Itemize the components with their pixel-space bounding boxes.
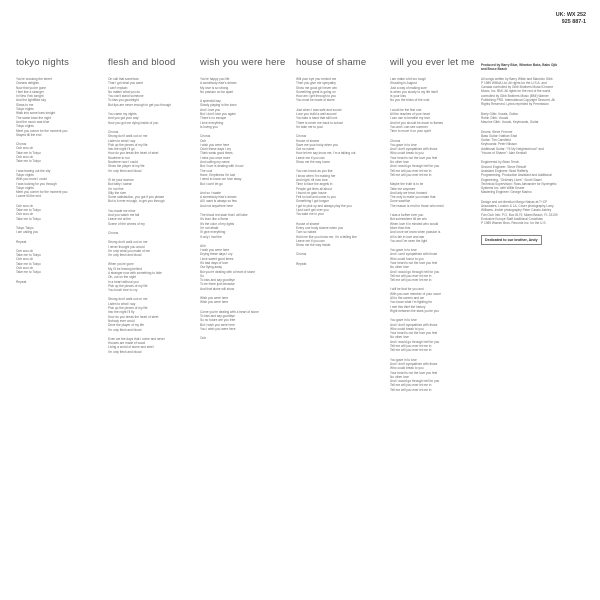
lyric-stanza: Chorus You gave in to love And I don't sympathize with those Who could break to you Your heart is not the love you feel No other love And I would go through hell for you Tell me will you ever let me in Tell me will you ever let me in xyxy=(390,138,440,177)
lyric-stanza: Strong don't walk out on me Listen to what I say Pick up the pieces of my life Into the night I'll fly How do you break the heart of steel Nobody ever could Drive the player of my life I'm only flesh and blood xyxy=(108,297,159,332)
lyric-stanza: I was tearing out the city Tokyo nights With you more I could I was looking for you through Tokyo nights Meet you corner for the moment you I came till the end xyxy=(16,168,68,199)
song-column xyxy=(200,57,286,345)
lyric-stanza: Even we the days that I come and never Houses are made of wood Living a world of stone and steel I'm only flesh and blood xyxy=(108,336,165,354)
lyric-stanza: Ooh xyxy=(200,336,207,341)
lyric-stanza: You made me mine And you watch me fall Leave me at the Scene of the crimes of my xyxy=(108,208,145,226)
lyric-stanza: Maybe the truth is to be Take me anymore And lady we treat, forward The only to make you make that Done sacrifice The reason is end for those who need xyxy=(390,182,444,208)
lyric-stanza: Tokyo Tokyo I am calling you xyxy=(16,225,39,235)
song-column xyxy=(296,57,382,271)
lyric-stanza: Repeat xyxy=(296,261,307,266)
lyric-stanza: Chorus Ooh woo oh Take me to Tokyo Ooh woo oh Take me to Tokyo xyxy=(16,142,41,164)
lyric-stanza: Repeat xyxy=(16,279,27,284)
lyric-stanza: And so I waste A somebody else's dream All I want is always so few And not anywhere here xyxy=(200,190,237,208)
lyric-stanza: Just when I was safe and sound Love you build a wall around You take a hand that still love There is never me back to school I'm take me to pool xyxy=(296,107,343,129)
lyric-stanza: Repeat xyxy=(16,239,27,244)
credit-block: Drums: Steve Ferrone Bass Guitar: Nathan East Guitar: Tim Cansfield Keyboards: Peter Nilsson Additional Guitar: "I'll My Neighborhood" and "House of Shame": Alan Kendall xyxy=(481,129,544,156)
lyric-stanza: Chorus xyxy=(296,252,307,257)
credits-column xyxy=(481,63,587,245)
credit-block: Engineered by Brian Tench Second Engineer: Steve Rinkoff Assistant Engineer: Brad Rafferty Programming, Production Assistant and Additional Engineering, "Ordinary Lives": Scott Glasel Technical Supervision: Ross Alexander for Synergetic Systems Inc. with Willie Keane Mastering Engineer: George Marino xyxy=(481,160,557,195)
lyric-stanza: I was a further ever you But somewhere till we win When love it in minded who would More than this And once we know when passion is All is fair in love and war You and I've seen the light xyxy=(390,213,441,243)
lyric-stanza: You're crossing the street Oceans delights Now that you're gone I feel like a stranger In New York tonight And the lightfilled sky Slows to me Tokyo nights Walk into some bars tonight The same town the night And the moon was blue Tokyo nights Meet you corner for the moment you Stayed till the end xyxy=(16,77,68,137)
lyric-stanza: Strong don't walk out on me I never thought you would I'm only what you make of me I'm only flesh and blood xyxy=(108,240,151,258)
lyric-stanza: You gave in to love And I can't sympathize with those Who could honor to you Your heart is not the love you feel No other love And I would go through hell for you Tell me will you ever let me in Tell me will you ever let me in xyxy=(390,248,440,283)
credit-block: Design and art direction Margo Nahas at T+CP Associates, London & LA. Cover photography Larry Williams. Inside photography Peter Cassio Ashley Fan Club Info: P.O. Box 8179, Miami Beach, FL 33139 Exclusive Europe Staff Additional Crowthaw P 1989 Warner Bros. Records Inc. for the U.S. xyxy=(481,199,558,226)
lyric-stanza: I am make a bit too tough Shouting in August Just a way of making sure Is when you slowly to my life itself Is your kiss No you the tricks of the cost xyxy=(390,77,438,103)
lyric-stanza: I'll be your woman But baby I swear I'm not fine Silly the river Some satisfaction, you got if you please But is it ever enough, to get you through xyxy=(108,177,165,204)
credit-block: Barry Gibb: Vocals, Guitar Robin Gibb: Vocals Maurice Gibb: Vocals, Keyboards, Guitar xyxy=(481,111,539,125)
lyric-stanza: Ooh woo oh Take me to Tokyo Ooh woo oh Take me to Tokyo Ooh woo oh Take me to Tokyo xyxy=(16,248,41,275)
song-title: flesh and blood xyxy=(108,57,176,68)
lyric-stanza: Chorus House of shame Save me your body when you Got no name How let me say know me, I'm a talking out Leave me if you can Show me the way home xyxy=(296,134,356,165)
lyric-stanza: Ahh I wish you were here Drying these days I cry I love sweet good times It's bad days of love Our flying away But you're dealing with a heart of stone So To kiss and say goodbye To be there just because And that alone will show xyxy=(200,243,256,291)
lyric-stanza: Chorus Ooh I wish you were here Oooh these days I cry Think weak good times I miss you once more And calling my name But I love is dealing with it now The cool Have, Emptiness I'm lost I need to know our love away But I can't let go xyxy=(200,134,244,186)
lyric-stanza: You came my nights And you got your way Now you got me dying inside of you xyxy=(108,112,159,125)
lyric-stanza: On call that somehow That I got what you want I can't explain No matter what you do You can't stand someone To kiss you goodnight But tips are never enough to get you through xyxy=(108,77,172,107)
song-column xyxy=(108,57,194,359)
lyric-stanza: You gave in to love And I don't sympathize with those Who could break to you Your heart is not the love you feel No other love And I would go through hell for you Tell me will you ever let me in Tell me will you ever let me in xyxy=(390,318,440,353)
credit-block: All songs written by Barry Wilde and Mauricio Gibb P 1989 WBNA Ltd. All rights for the U.S.A. and Canada controlled by Gibb Brothers Music/Chrome Music, Inc. BMI. All rights for the rest of the world, controlled by Gibb Brothers Music (BMI) Warner Publishing PRS. International Copyright Secured. All Rights Reserved. Lyrics reprinted by Permission xyxy=(481,76,555,107)
song-title: house of shame xyxy=(296,57,367,68)
song-title: wish you were here xyxy=(200,57,286,68)
song-title: will you ever let me xyxy=(390,57,475,68)
lyric-stanza: Wish you were here Wish you were here xyxy=(200,296,229,305)
lyric-stanza: You can knock as you like I know when I'm making her And night, till now love Time to face the angels in People got lines all about I found no gain house Fell no ball and come to you Something I got tongue I got to pick up and always play the you I just can't get over you You take me in your xyxy=(296,169,352,217)
song-column xyxy=(390,57,476,397)
dedication-box: Dedicated to our brother, Andy xyxy=(481,235,542,245)
lyric-stanza: Ooh woo oh Take me to Tokyo Ooh woo oh Take me to Tokyo xyxy=(16,203,41,221)
lyric-stanza: Will your eye you remind me Then you give me sympathy Show me good girl never win Something great is going on How am I get through to you You must be made of stone xyxy=(296,77,337,103)
song-title: tokyo nights xyxy=(16,57,70,68)
catalog-line-number: 925 887-1 xyxy=(561,19,586,25)
lyric-stanza: When you're gone My I'll be leaving behind A stranger now with something to hide Oh, out on the night In a heart without you Pick up the pieces of my life You touch love to cry xyxy=(108,262,162,293)
lyric-stanza: Come you're dealing with a heart of stone To kiss and say goodbye So no future are you free But I wish you were here You I wish you were here xyxy=(200,309,259,331)
lyric-stanza: House of shame Every one body shame when you Turn so naked Hold me like you know me, I'm a falling line Leave me if you can Show me the way inside xyxy=(296,221,357,248)
lyric-stanza: A splendid bay Slowly playing in the town And I love you But I don't love you again There's no escape I love everything Is loving you xyxy=(200,99,237,129)
lyric-stanza: You gave in to love And I don't sympathize with those Who could break to you Your heart is not the love you feel No other love And I would go through hell for you Tell me will you ever let me in Tell me will you ever let me in xyxy=(390,357,440,392)
lyric-stanza: I could be the first one All the reaches of your heart I can use to breathe my love And let you should be down to flames You and I can see summer Time to move it on your spirit xyxy=(390,107,443,134)
producer-credit: Produced by Barry Blue, Wharton Baks, Babs Ojib and Bruce Beach xyxy=(481,63,558,72)
lyric-stanza: I will be that for you and With you own member of your score All to the screen and we You know what I'm fighting for I met this thief the history Right between the stars you're you xyxy=(390,287,442,313)
lyric-stanza: Chorus Strong don't walk out on me Listen to what I say Pick up the pieces of my life Into the night I'll go How do you break the heart of steel Nowhere to run Nowhere now I could Show the player of my life I'm only flesh and blood xyxy=(108,129,159,173)
catalog-line-uk: UK: WX 252 xyxy=(555,12,586,18)
song-column xyxy=(16,57,102,289)
lyric-stanza: Chorus xyxy=(108,230,119,235)
lyric-stanza: You're happy you life A somebody else's dream My love is so strong No passion on far apart xyxy=(200,77,237,94)
catalog-number xyxy=(556,12,586,26)
lyric-stanza: The blood red stain that I will take It's burn like a flame It's the color of my lights I'm not afraid I'll give everything If only I had the xyxy=(200,213,248,239)
